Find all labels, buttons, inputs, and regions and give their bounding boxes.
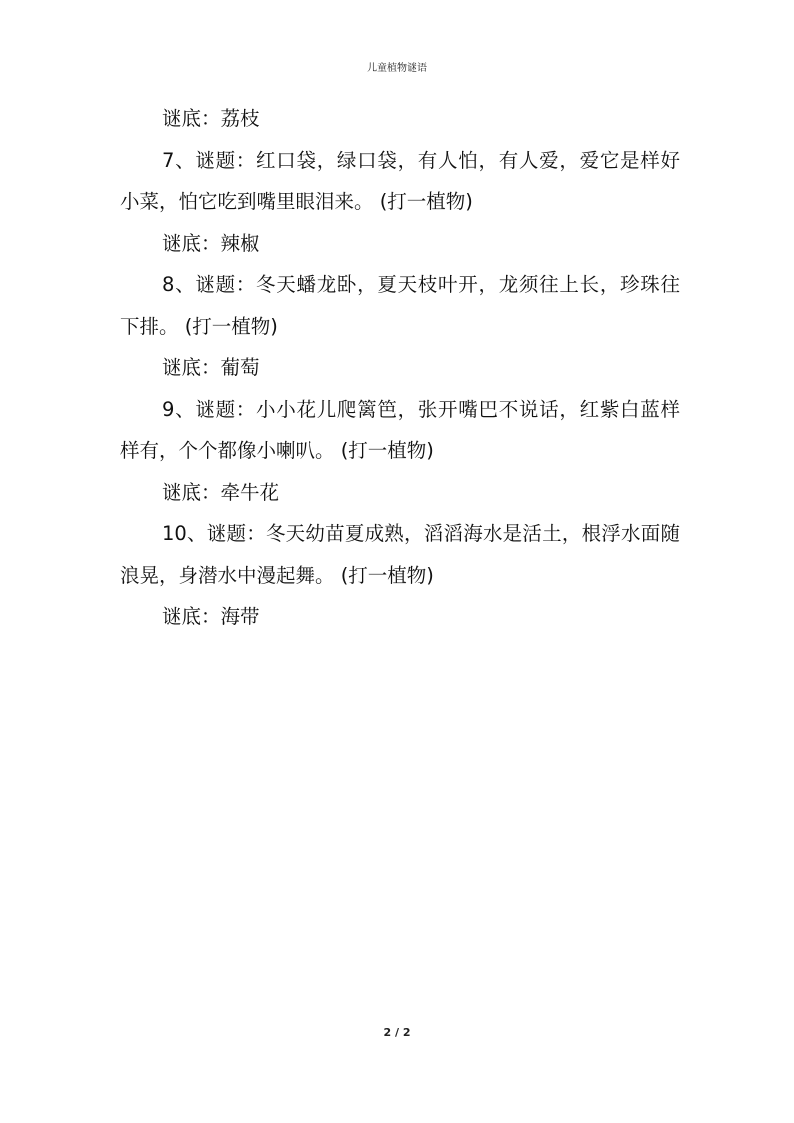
page-number: 2 / 2 <box>383 1026 411 1039</box>
page-header: 儿童植物谜语 <box>367 63 427 74</box>
riddle-question: 7、谜题：红口袋，绿口袋，有人怕，有人爱，爱它是样好小菜，怕它吃到嘴里眼泪来。 (打一植物) <box>120 148 680 213</box>
document-body <box>120 98 680 638</box>
riddle-question: 10、谜题：冬天幼苗夏成熟，滔滔海水是活土，根浮水面随浪晃，身潜水中漫起舞。 (打一植物) <box>120 522 680 587</box>
riddle-question: 9、谜题：小小花儿爬篱笆，张开嘴巴不说话，红紫白蓝样样有，个个都像小喇叭。 (打一植物) <box>120 397 680 462</box>
riddle-answer: 谜底：葡萄 <box>162 356 260 379</box>
riddle-answer: 谜底：海带 <box>162 605 260 628</box>
riddle-answer: 谜底：荔枝 <box>162 107 260 130</box>
riddle-question: 8、谜题：冬天蟠龙卧，夏天枝叶开，龙须往上长，珍珠往下排。 (打一植物) <box>120 273 680 338</box>
riddle-answer: 谜底：牵牛花 <box>162 480 280 504</box>
riddle-answer: 谜底：辣椒 <box>162 231 260 255</box>
